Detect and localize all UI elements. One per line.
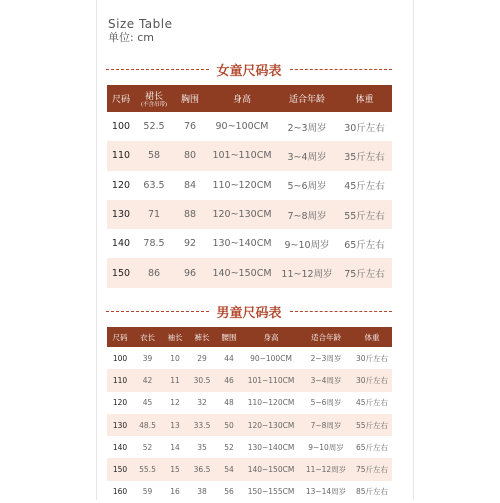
- dashed-divider: [106, 69, 209, 70]
- table-cell: 30斤左右: [352, 347, 392, 369]
- table-cell: 7~8周岁: [277, 200, 337, 229]
- table-cell: 55.5: [133, 458, 162, 480]
- table-cell: 65斤左右: [337, 229, 392, 258]
- girls-size-table: [107, 85, 392, 288]
- col-header-age: 适合年龄: [300, 327, 352, 347]
- table-cell: 85斤左右: [352, 481, 392, 503]
- dashed-divider: [290, 69, 393, 70]
- table-cell: 13: [162, 414, 188, 436]
- table-cell: 46: [216, 369, 242, 391]
- table-cell: 55斤左右: [337, 200, 392, 229]
- table-cell: 90~100CM: [242, 347, 300, 369]
- table-cell: 35: [188, 436, 216, 458]
- table-cell: 58: [135, 141, 173, 170]
- table-cell: 12: [162, 392, 188, 414]
- table-row: [107, 141, 392, 170]
- table-cell: 48.5: [133, 414, 162, 436]
- table-cell: 48: [216, 392, 242, 414]
- col-header-size: 尺码: [107, 85, 135, 112]
- table-row: [107, 369, 392, 391]
- col-header-waist: 腰围: [216, 327, 242, 347]
- table-cell: 33.5: [188, 414, 216, 436]
- dashed-divider: [290, 311, 393, 312]
- table-cell: 10: [162, 347, 188, 369]
- col-header-weight: 体重: [352, 327, 392, 347]
- col-header-height: 身高: [242, 327, 300, 347]
- table-cell: 39: [133, 347, 162, 369]
- table-cell: 150~155CM: [242, 481, 300, 503]
- table-cell: 120: [107, 171, 135, 200]
- table-cell: 11~12周岁: [300, 458, 352, 480]
- table-cell: 45斤左右: [352, 392, 392, 414]
- table-cell: 71: [135, 200, 173, 229]
- table-cell: 3~4周岁: [300, 369, 352, 391]
- table-cell: 110: [107, 141, 135, 170]
- table-cell: 50: [216, 414, 242, 436]
- col-header-top-length: 衣长: [133, 327, 162, 347]
- table-row: [107, 229, 392, 258]
- table-cell: 55斤左右: [352, 414, 392, 436]
- table-cell: 3~4周岁: [277, 141, 337, 170]
- table-cell: 11~12周岁: [277, 258, 337, 287]
- table-cell: 120: [107, 392, 133, 414]
- table-cell: 52: [216, 436, 242, 458]
- girls-section-title: [106, 61, 392, 77]
- table-cell: 130: [107, 414, 133, 436]
- table-cell: 36.5: [188, 458, 216, 480]
- table-cell: 29: [188, 347, 216, 369]
- table-cell: 7~8周岁: [300, 414, 352, 436]
- table-cell: 56: [216, 481, 242, 503]
- table-cell: 13~14周岁: [300, 481, 352, 503]
- table-cell: 45: [133, 392, 162, 414]
- table-cell: 96: [173, 258, 207, 287]
- table-row: [107, 392, 392, 414]
- girls-title-text: 女童尺码表: [216, 63, 282, 79]
- table-cell: 88: [173, 200, 207, 229]
- table-cell: 45斤左右: [337, 171, 392, 200]
- table-cell: 160: [107, 481, 133, 503]
- table-cell: 110: [107, 369, 133, 391]
- table-cell: 14: [162, 436, 188, 458]
- table-cell: 32: [188, 392, 216, 414]
- boys-title-text: 男童尺码表: [216, 305, 282, 321]
- table-cell: 86: [135, 258, 173, 287]
- table-cell: 52: [133, 436, 162, 458]
- page-border-left: [96, 0, 97, 500]
- table-cell: 15: [162, 458, 188, 480]
- table-cell: 150: [107, 458, 133, 480]
- table-row: [107, 436, 392, 458]
- table-cell: 52.5: [135, 112, 173, 141]
- table-cell: 63.5: [135, 171, 173, 200]
- table-cell: 2~3周岁: [277, 112, 337, 141]
- col-header-age: 适合年龄: [277, 85, 337, 112]
- col-header-skirt-length-label: 裙长: [144, 91, 163, 102]
- table-cell: 30斤左右: [337, 112, 392, 141]
- table-cell: 100: [107, 112, 135, 141]
- table-cell: 35斤左右: [337, 141, 392, 170]
- unit-label: 单位: cm: [108, 31, 154, 44]
- dashed-divider: [106, 311, 209, 312]
- table-cell: 38: [188, 481, 216, 503]
- col-header-size: 尺码: [107, 327, 133, 347]
- table-cell: 44: [216, 347, 242, 369]
- col-header-skirt-length: [135, 85, 173, 112]
- table-cell: 54: [216, 458, 242, 480]
- table-row: [107, 347, 392, 369]
- table-row: [107, 200, 392, 229]
- table-cell: 100: [107, 347, 133, 369]
- table-cell: 140~150CM: [207, 258, 277, 287]
- table-cell: 30斤左右: [352, 369, 392, 391]
- table-cell: 130~140CM: [242, 436, 300, 458]
- table-cell: 78.5: [135, 229, 173, 258]
- table-cell: 110~120CM: [242, 392, 300, 414]
- table-cell: 130: [107, 200, 135, 229]
- table-cell: 110~120CM: [207, 171, 277, 200]
- col-header-pants-length: 裤长: [188, 327, 216, 347]
- table-cell: 2~3周岁: [300, 347, 352, 369]
- table-cell: 30.5: [188, 369, 216, 391]
- table-cell: 65斤左右: [352, 436, 392, 458]
- col-header-height: 身高: [207, 85, 277, 112]
- table-cell: 42: [133, 369, 162, 391]
- col-header-chest: 胸围: [173, 85, 207, 112]
- table-cell: 140: [107, 436, 133, 458]
- table-cell: 90~100CM: [207, 112, 277, 141]
- table-cell: 80: [173, 141, 207, 170]
- col-header-note: (不含吊带): [140, 101, 168, 108]
- table-cell: 11: [162, 369, 188, 391]
- table-cell: 92: [173, 229, 207, 258]
- table-cell: 101~110CM: [207, 141, 277, 170]
- table-row: [107, 171, 392, 200]
- table-cell: 140~150CM: [242, 458, 300, 480]
- page-border-right: [413, 0, 414, 500]
- table-row: [107, 112, 392, 141]
- table-header-row: [107, 327, 392, 347]
- table-row: [107, 258, 392, 287]
- col-header-weight: 体重: [337, 85, 392, 112]
- table-row: [107, 414, 392, 436]
- table-cell: 5~6周岁: [277, 171, 337, 200]
- table-cell: 140: [107, 229, 135, 258]
- boys-size-table: [107, 327, 392, 503]
- col-header-sleeve-length: 袖长: [162, 327, 188, 347]
- table-cell: 120~130CM: [242, 414, 300, 436]
- table-row: [107, 458, 392, 480]
- table-cell: 76: [173, 112, 207, 141]
- table-cell: 75斤左右: [337, 258, 392, 287]
- table-cell: 9~10周岁: [277, 229, 337, 258]
- table-cell: 150: [107, 258, 135, 287]
- table-cell: 101~110CM: [242, 369, 300, 391]
- table-header-row: [107, 85, 392, 112]
- header: [108, 17, 172, 45]
- table-cell: 130~140CM: [207, 229, 277, 258]
- boys-section-title: [106, 303, 392, 319]
- size-table-title: Size Table: [108, 17, 173, 31]
- table-cell: 16: [162, 481, 188, 503]
- table-cell: 9~10周岁: [300, 436, 352, 458]
- table-cell: 120~130CM: [207, 200, 277, 229]
- table-cell: 84: [173, 171, 207, 200]
- table-cell: 59: [133, 481, 162, 503]
- table-cell: 5~6周岁: [300, 392, 352, 414]
- table-cell: 75斤左右: [352, 458, 392, 480]
